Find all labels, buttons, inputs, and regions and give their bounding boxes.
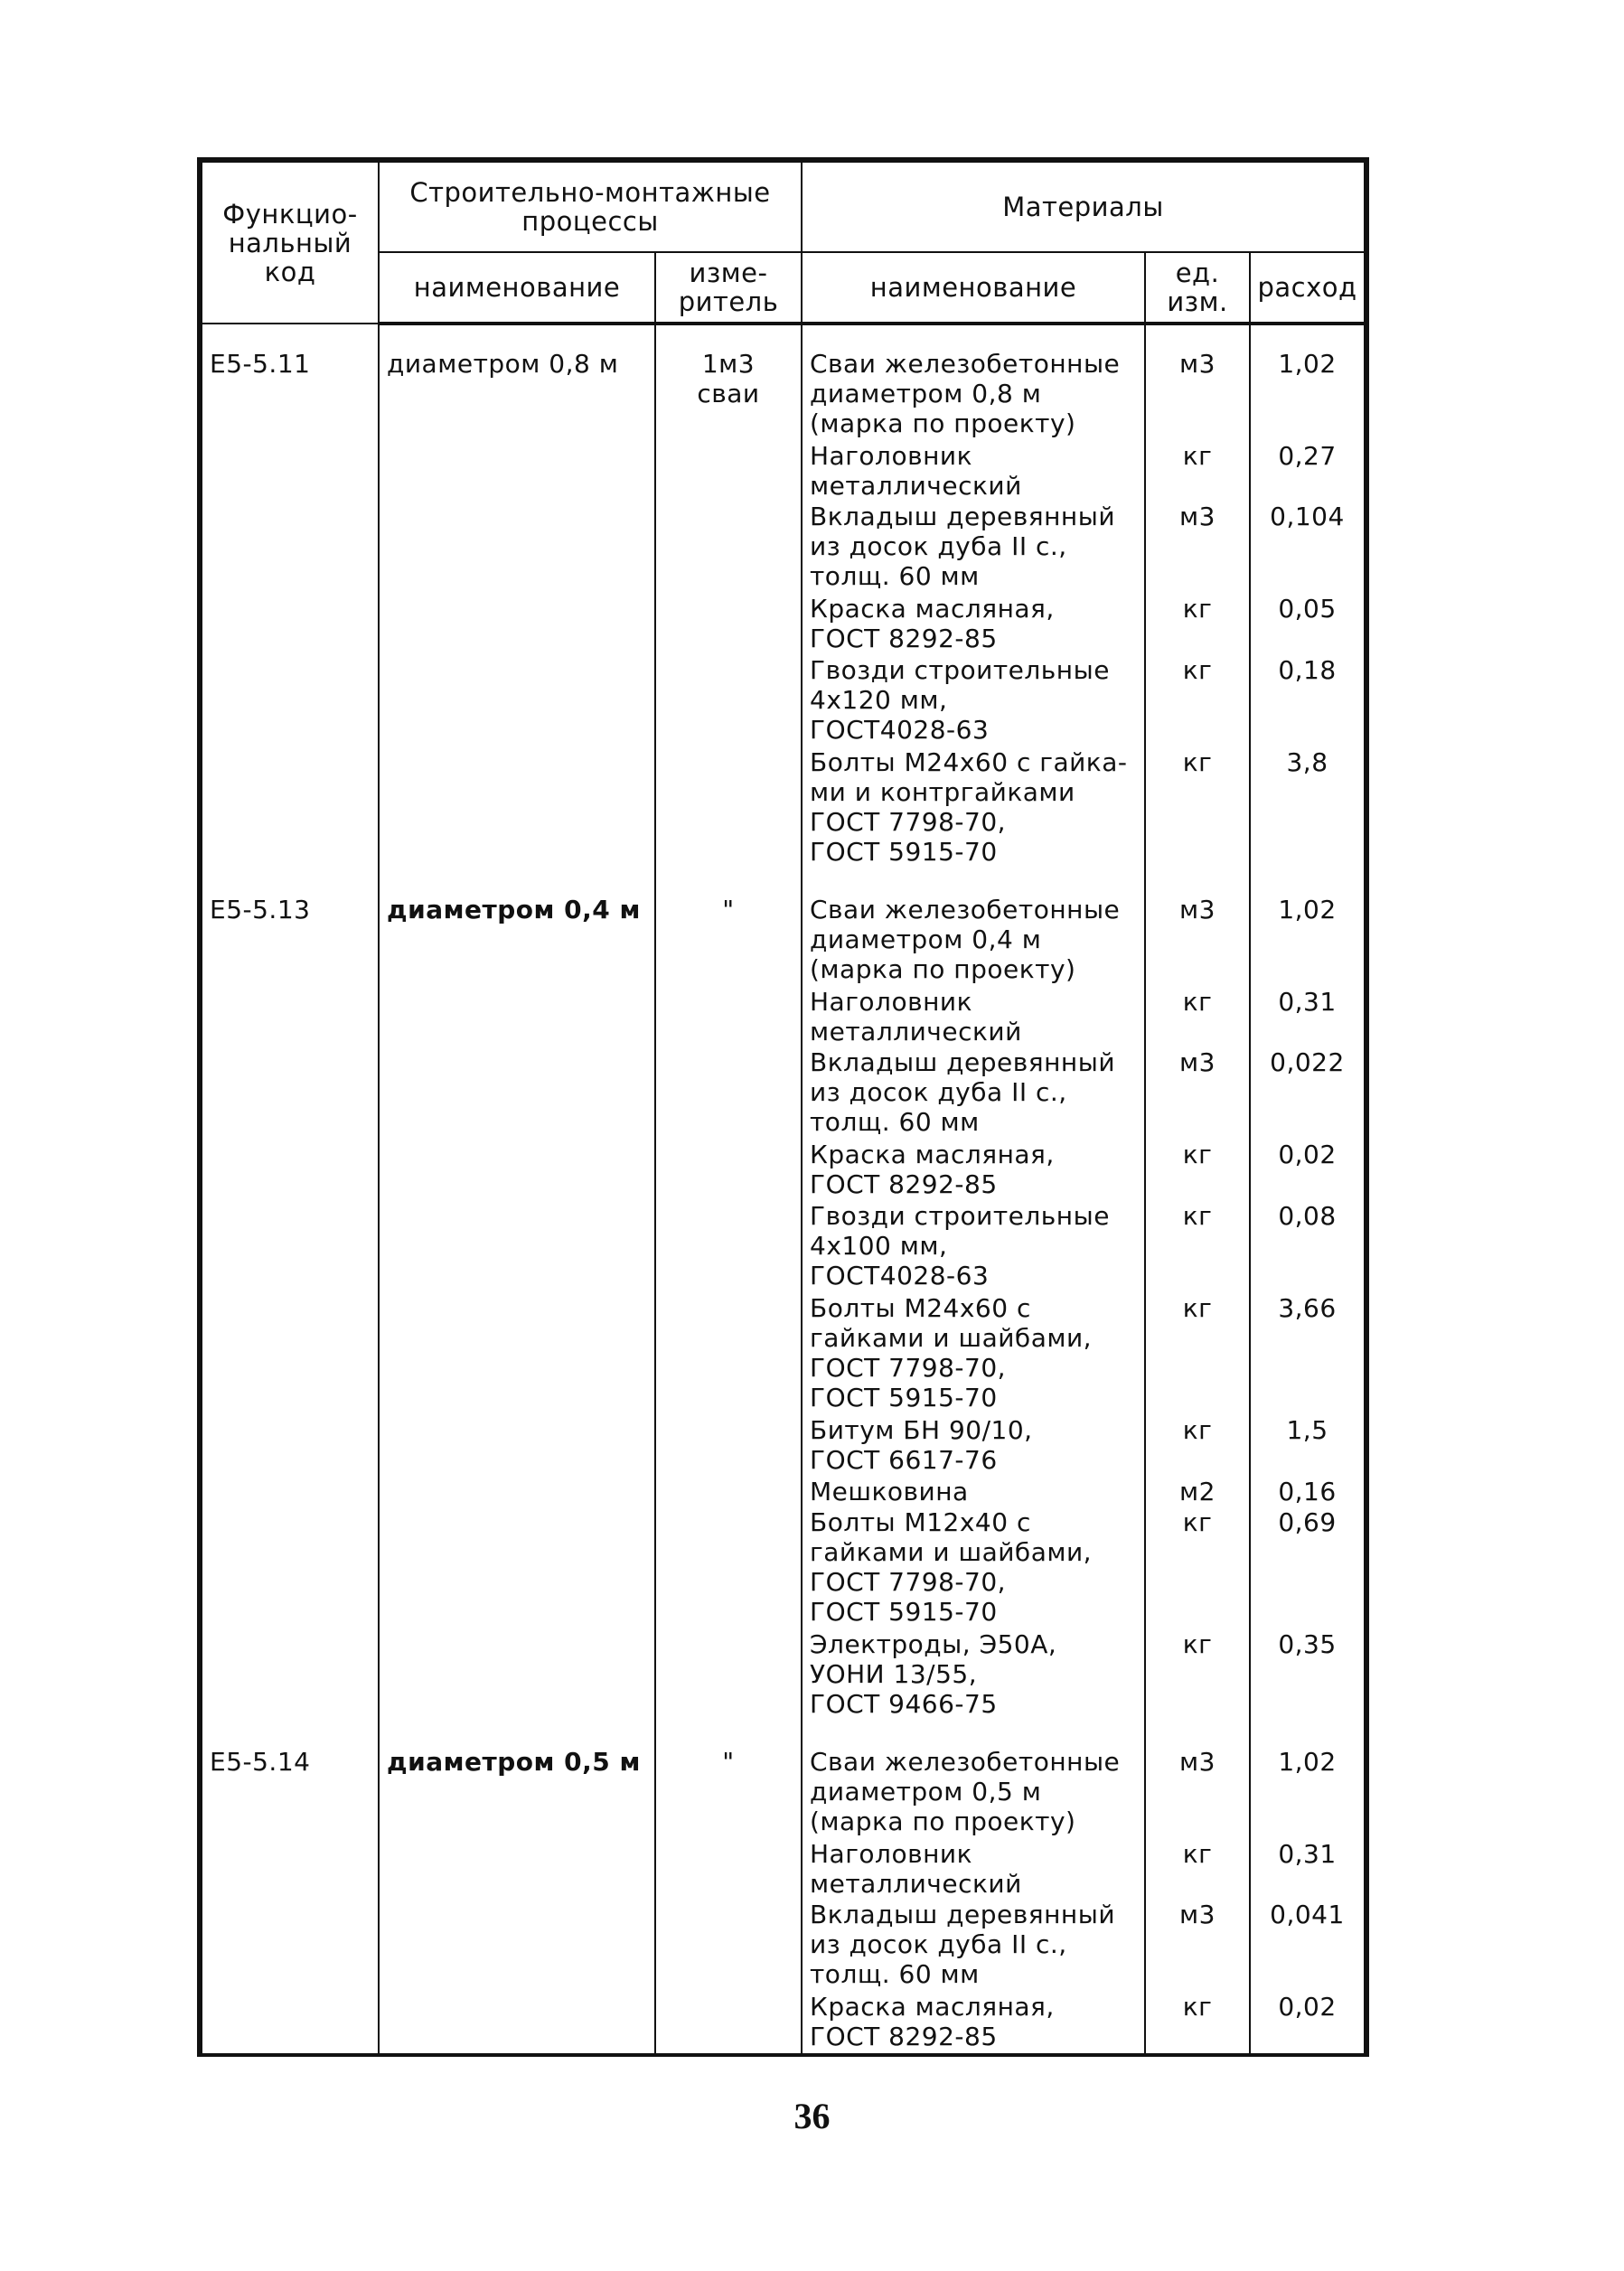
material-rate: 1,02 xyxy=(1250,349,1365,441)
process-meter xyxy=(655,502,802,594)
spacer-cell xyxy=(1145,869,1250,895)
spacer-cell xyxy=(379,869,655,895)
functional-code xyxy=(202,1477,379,1507)
header-material-name: наименование xyxy=(802,252,1145,324)
material-unit: м3 xyxy=(1145,1047,1250,1140)
header-material-rate: расход xyxy=(1250,252,1365,324)
process-meter xyxy=(655,1839,802,1900)
header-processes: Строительно-монтажные процессы xyxy=(379,162,802,252)
material-name: Болты М24х60 с гайка- ми и контргайками ГОСТ 7798-70, ГОСТ 5915-70 xyxy=(802,747,1145,870)
material-name: Краска масляная, ГОСТ 8292-85 xyxy=(802,1140,1145,1201)
material-unit: кг xyxy=(1145,747,1250,870)
functional-code xyxy=(202,502,379,594)
table-row xyxy=(202,594,1365,655)
functional-code xyxy=(202,1415,379,1477)
spacer-cell xyxy=(802,324,1145,349)
material-rate: 0,27 xyxy=(1250,441,1365,502)
process-name xyxy=(379,594,655,655)
table-row xyxy=(202,349,1365,441)
table-row xyxy=(202,1293,1365,1416)
process-name xyxy=(379,1507,655,1630)
materials-table-frame xyxy=(197,157,1369,2057)
material-rate: 1,02 xyxy=(1250,895,1365,987)
functional-code xyxy=(202,1140,379,1201)
material-name: Краска масляная, ГОСТ 8292-85 xyxy=(802,594,1145,655)
table-row xyxy=(202,502,1365,594)
material-rate: 0,041 xyxy=(1250,1900,1365,1992)
process-name xyxy=(379,987,655,1048)
spacer-cell xyxy=(379,1722,655,1747)
material-rate: 0,08 xyxy=(1250,1201,1365,1293)
process-name: диаметром 0,5 м xyxy=(379,1747,655,1839)
material-unit: кг xyxy=(1145,1415,1250,1477)
process-meter xyxy=(655,1900,802,1992)
header-process-meter: изме- ритель xyxy=(655,252,802,324)
functional-code xyxy=(202,1507,379,1630)
process-name xyxy=(379,1293,655,1416)
spacer-cell xyxy=(1145,324,1250,349)
spacer-cell xyxy=(802,869,1145,895)
table-row xyxy=(202,1900,1365,1992)
material-rate: 0,69 xyxy=(1250,1507,1365,1630)
spacer-cell xyxy=(655,869,802,895)
material-rate: 3,66 xyxy=(1250,1293,1365,1416)
table-row xyxy=(202,747,1365,870)
table-row xyxy=(202,1507,1365,1630)
table-row xyxy=(202,987,1365,1048)
material-unit: м3 xyxy=(1145,895,1250,987)
material-rate: 0,104 xyxy=(1250,502,1365,594)
process-name xyxy=(379,1629,655,1722)
process-name xyxy=(379,502,655,594)
material-rate: 0,16 xyxy=(1250,1477,1365,1507)
table-row xyxy=(202,1477,1365,1507)
functional-code xyxy=(202,1201,379,1293)
process-meter xyxy=(655,1507,802,1630)
functional-code xyxy=(202,655,379,747)
header-process-name: наименование xyxy=(379,252,655,324)
process-meter xyxy=(655,1140,802,1201)
table-row xyxy=(202,1629,1365,1722)
functional-code xyxy=(202,441,379,502)
process-name xyxy=(379,655,655,747)
material-name: Сваи железобетонные диаметром 0,8 м (марка по проекту) xyxy=(802,349,1145,441)
process-name xyxy=(379,1839,655,1900)
material-unit: кг xyxy=(1145,1507,1250,1630)
functional-code xyxy=(202,1293,379,1416)
material-unit: кг xyxy=(1145,1629,1250,1722)
header-functional-code: Функцио- нальный код xyxy=(202,162,379,324)
process-name xyxy=(379,441,655,502)
functional-code xyxy=(202,747,379,870)
table-row xyxy=(202,1992,1365,2053)
spacer-cell xyxy=(1250,1722,1365,1747)
material-name: Вкладыш деревянный из досок дуба II с., толщ. 60 мм xyxy=(802,1047,1145,1140)
material-rate: 0,18 xyxy=(1250,655,1365,747)
header-materials: Материалы xyxy=(802,162,1365,252)
table-row xyxy=(202,1415,1365,1477)
material-unit: м3 xyxy=(1145,1747,1250,1839)
material-name: Электроды, Э50А, УОНИ 13/55, ГОСТ 9466-75 xyxy=(802,1629,1145,1722)
material-unit: м2 xyxy=(1145,1477,1250,1507)
functional-code xyxy=(202,987,379,1048)
process-meter xyxy=(655,1047,802,1140)
spacer-cell xyxy=(202,1722,379,1747)
table-row xyxy=(202,895,1365,987)
spacer-cell xyxy=(1145,1722,1250,1747)
group-spacer xyxy=(202,324,1365,349)
process-meter xyxy=(655,655,802,747)
process-meter xyxy=(655,1293,802,1416)
table-row xyxy=(202,1201,1365,1293)
spacer-cell xyxy=(655,1722,802,1747)
material-name: Краска масляная, ГОСТ 8292-85 xyxy=(802,1992,1145,2053)
material-rate: 0,35 xyxy=(1250,1629,1365,1722)
material-rate: 0,05 xyxy=(1250,594,1365,655)
material-unit: кг xyxy=(1145,1201,1250,1293)
material-name: Сваи железобетонные диаметром 0,5 м (марка по проекту) xyxy=(802,1747,1145,1839)
materials-table xyxy=(201,161,1366,2053)
functional-code xyxy=(202,1629,379,1722)
group-spacer xyxy=(202,869,1365,895)
material-unit: кг xyxy=(1145,1992,1250,2053)
material-name: Сваи железобетонные диаметром 0,4 м (марка по проекту) xyxy=(802,895,1145,987)
material-unit: кг xyxy=(1145,441,1250,502)
process-meter xyxy=(655,594,802,655)
material-rate: 0,02 xyxy=(1250,1140,1365,1201)
spacer-cell xyxy=(655,324,802,349)
header-material-unit: ед. изм. xyxy=(1145,252,1250,324)
material-rate: 0,02 xyxy=(1250,1992,1365,2053)
material-rate: 0,31 xyxy=(1250,987,1365,1048)
process-name xyxy=(379,1201,655,1293)
material-rate: 3,8 xyxy=(1250,747,1365,870)
process-meter: " xyxy=(655,1747,802,1839)
process-name xyxy=(379,1415,655,1477)
table-row xyxy=(202,1839,1365,1900)
spacer-cell xyxy=(379,324,655,349)
material-name: Вкладыш деревянный из досок дуба II с., толщ. 60 мм xyxy=(802,1900,1145,1992)
material-name: Наголовник металлический xyxy=(802,987,1145,1048)
process-meter xyxy=(655,1477,802,1507)
material-unit: кг xyxy=(1145,987,1250,1048)
process-meter xyxy=(655,1415,802,1477)
process-name xyxy=(379,1477,655,1507)
process-name xyxy=(379,1992,655,2053)
process-meter: 1м3 сваи xyxy=(655,349,802,441)
material-name: Наголовник металлический xyxy=(802,441,1145,502)
functional-code xyxy=(202,1900,379,1992)
process-name xyxy=(379,1900,655,1992)
material-name: Гвозди строительные 4х100 мм, ГОСТ4028-63 xyxy=(802,1201,1145,1293)
material-unit: кг xyxy=(1145,594,1250,655)
spacer-cell xyxy=(1250,324,1365,349)
process-meter xyxy=(655,441,802,502)
table-row xyxy=(202,1140,1365,1201)
table-row xyxy=(202,441,1365,502)
process-name: диаметром 0,8 м xyxy=(379,349,655,441)
material-unit: м3 xyxy=(1145,1900,1250,1992)
process-meter xyxy=(655,1201,802,1293)
process-meter xyxy=(655,747,802,870)
material-name: Мешковина xyxy=(802,1477,1145,1507)
process-name xyxy=(379,747,655,870)
functional-code: Е5-5.13 xyxy=(202,895,379,987)
process-name: диаметром 0,4 м xyxy=(379,895,655,987)
material-name: Вкладыш деревянный из досок дуба II с., толщ. 60 мм xyxy=(802,502,1145,594)
material-unit: м3 xyxy=(1145,349,1250,441)
material-name: Болты М24х60 с гайками и шайбами, ГОСТ 7798-70, ГОСТ 5915-70 xyxy=(802,1293,1145,1416)
spacer-cell xyxy=(202,324,379,349)
process-name xyxy=(379,1047,655,1140)
group-spacer xyxy=(202,1722,1365,1747)
table-row xyxy=(202,655,1365,747)
material-unit: м3 xyxy=(1145,502,1250,594)
functional-code xyxy=(202,1992,379,2053)
table-row xyxy=(202,1047,1365,1140)
material-rate: 0,31 xyxy=(1250,1839,1365,1900)
functional-code xyxy=(202,594,379,655)
material-unit: кг xyxy=(1145,1839,1250,1900)
process-meter xyxy=(655,1629,802,1722)
material-name: Битум БН 90/10, ГОСТ 6617-76 xyxy=(802,1415,1145,1477)
material-unit: кг xyxy=(1145,1140,1250,1201)
table-body xyxy=(202,324,1365,2053)
table-row xyxy=(202,1747,1365,1839)
process-meter: " xyxy=(655,895,802,987)
functional-code: Е5-5.14 xyxy=(202,1747,379,1839)
spacer-cell xyxy=(802,1722,1145,1747)
material-rate: 1,5 xyxy=(1250,1415,1365,1477)
functional-code: Е5-5.11 xyxy=(202,349,379,441)
functional-code xyxy=(202,1047,379,1140)
spacer-cell xyxy=(202,869,379,895)
material-unit: кг xyxy=(1145,1293,1250,1416)
spacer-cell xyxy=(1250,869,1365,895)
process-name xyxy=(379,1140,655,1201)
material-unit: кг xyxy=(1145,655,1250,747)
process-meter xyxy=(655,987,802,1048)
process-meter xyxy=(655,1992,802,2053)
page-number: 36 xyxy=(793,2096,831,2136)
material-name: Наголовник металлический xyxy=(802,1839,1145,1900)
material-name: Болты М12х40 с гайками и шайбами, ГОСТ 7798-70, ГОСТ 5915-70 xyxy=(802,1507,1145,1630)
functional-code xyxy=(202,1839,379,1900)
material-rate: 0,022 xyxy=(1250,1047,1365,1140)
material-rate: 1,02 xyxy=(1250,1747,1365,1839)
material-name: Гвозди строительные 4х120 мм, ГОСТ4028-63 xyxy=(802,655,1145,747)
